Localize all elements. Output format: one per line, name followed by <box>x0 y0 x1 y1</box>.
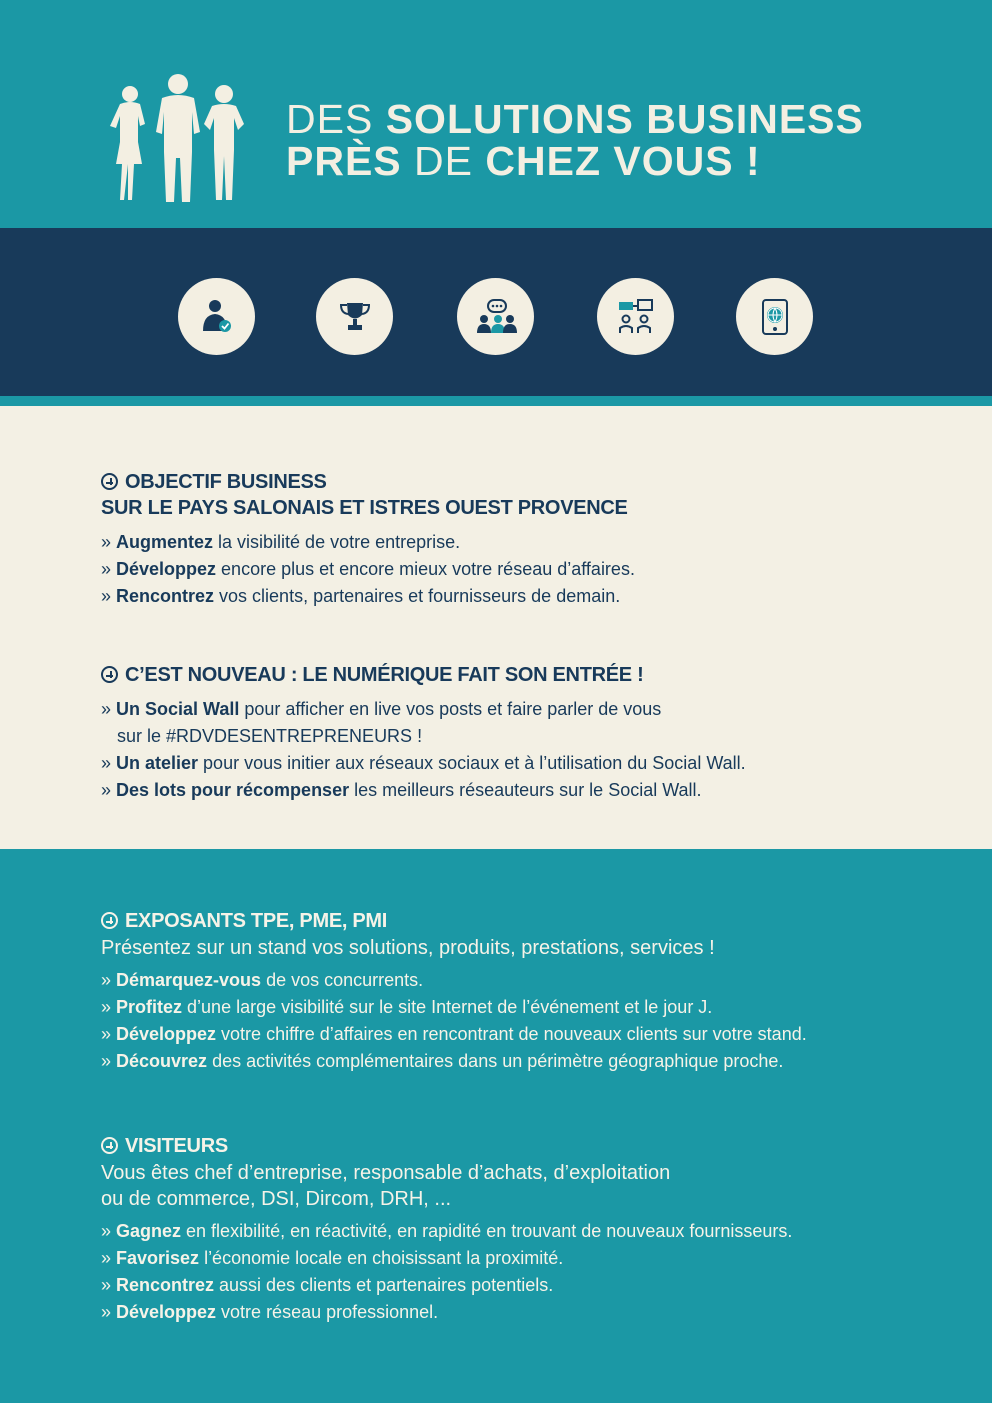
bullet-keyword: Augmentez <box>116 532 214 552</box>
section-nouveau <box>101 662 746 804</box>
heading-line: EXPOSANTS TPE, PME, PMI <box>125 910 388 932</box>
section-objectif <box>101 469 635 610</box>
networking-chat-icon <box>457 278 534 355</box>
plus-circle-icon <box>101 473 118 490</box>
bullet-marker: » <box>101 1248 112 1268</box>
bullet-text: vos clients, partenaires et fournisseurs de demain. <box>214 586 621 606</box>
bullet-keyword: Rencontrez <box>116 1275 215 1295</box>
bullet-text: d’une large visibilité sur le site Internet de l’événement et le jour J. <box>182 997 713 1017</box>
section-subtitle: Vous êtes chef d’entreprise, responsable d’achats, d’exploitation <box>101 1162 671 1184</box>
bullet-keyword: Développez <box>116 559 217 579</box>
bullet-keyword: Profitez <box>116 997 183 1017</box>
bullet-keyword: Démarquez-vous <box>116 970 262 990</box>
list-item <box>101 1245 792 1272</box>
bullet-marker: » <box>101 699 112 719</box>
list-item <box>101 556 635 583</box>
title-part: PRÈS <box>286 138 402 184</box>
heading-line: VISITEURS <box>125 1135 228 1157</box>
list-item <box>101 1299 792 1326</box>
section-heading <box>101 908 807 934</box>
bullet-text: en flexibilité, en réactivité, en rapidité en trouvant de nouveaux fournisseurs. <box>181 1221 793 1241</box>
list-item <box>101 967 807 994</box>
bullet-list <box>101 696 746 804</box>
list-item <box>101 529 635 556</box>
heading-line: OBJECTIF BUSINESS <box>125 471 327 493</box>
plus-circle-icon <box>101 1137 118 1154</box>
heading-line: C’EST NOUVEAU : LE NUMÉRIQUE FAIT SON ENTRÉE ! <box>125 664 644 686</box>
title-part: DES <box>286 96 386 142</box>
list-item <box>101 994 807 1021</box>
section-heading <box>101 662 746 688</box>
section-heading-line2 <box>101 495 635 521</box>
bullet-keyword: Un atelier <box>116 753 199 773</box>
bullet-text: des activités complémentaires dans un périmètre géographique proche. <box>207 1051 784 1071</box>
bullet-keyword: Développez <box>116 1302 217 1322</box>
bullet-marker: » <box>101 586 112 606</box>
bullet-list <box>101 967 807 1075</box>
bullet-marker: » <box>101 1024 112 1044</box>
list-item <box>101 1021 807 1048</box>
bullet-text: l’économie locale en choisissant la proximité. <box>199 1248 564 1268</box>
bullet-marker: » <box>101 559 112 579</box>
list-item <box>101 583 635 610</box>
page-title <box>286 98 864 182</box>
section-exposants <box>101 908 807 1075</box>
plus-circle-icon <box>101 912 118 929</box>
bullet-keyword: Développez <box>116 1024 217 1044</box>
heading-line: SUR LE PAYS SALONAIS ET ISTRES OUEST PROVENCE <box>101 497 628 519</box>
list-item <box>101 1272 792 1299</box>
bullet-keyword: Des lots pour récompenser <box>116 780 350 800</box>
bullet-text: aussi des clients et partenaires potentiels. <box>214 1275 554 1295</box>
bullet-text: les meilleurs réseauteurs sur le Social Wall. <box>349 780 702 800</box>
bullet-text: pour afficher en live vos posts et faire parler de vous <box>239 699 662 719</box>
bullet-marker: » <box>101 753 112 773</box>
section-subtitle: ou de commerce, DSI, Dircom, DRH, ... <box>101 1188 452 1210</box>
bullet-marker: » <box>101 1275 112 1295</box>
bullet-keyword: Gagnez <box>116 1221 182 1241</box>
title-part: SOLUTIONS BUSINESS <box>385 96 864 142</box>
bullet-text: la visibilité de votre entreprise. <box>213 532 461 552</box>
header-banner <box>0 0 992 228</box>
title-part: DE <box>401 138 486 184</box>
list-item <box>101 696 746 723</box>
bullet-marker: » <box>101 780 112 800</box>
bullet-marker: » <box>101 532 112 552</box>
bullet-list <box>101 529 635 610</box>
presentation-people-icon <box>597 278 674 355</box>
title-part: CHEZ VOUS ! <box>485 138 761 184</box>
trophy-icon <box>316 278 393 355</box>
divider-stripe <box>0 396 992 406</box>
section-visiteurs <box>101 1133 792 1326</box>
bullet-marker: » <box>101 970 112 990</box>
bullet-list <box>101 1218 792 1326</box>
tablet-globe-icon <box>736 278 813 355</box>
list-item <box>101 1218 792 1245</box>
list-item <box>101 777 746 804</box>
businessman-check-icon <box>178 278 255 355</box>
bullet-marker: » <box>101 1051 112 1071</box>
bullet-keyword: Découvrez <box>116 1051 208 1071</box>
bullet-text: votre chiffre d’affaires en rencontrant de nouveaux clients sur votre stand. <box>216 1024 807 1044</box>
section-heading <box>101 469 635 495</box>
bullet-text: sur le #RDVDESENTREPRENEURS ! <box>117 726 423 746</box>
bullet-text: de vos concurrents. <box>261 970 424 990</box>
bullet-marker: » <box>101 997 112 1017</box>
bullet-text: votre réseau professionnel. <box>216 1302 439 1322</box>
bullet-text: pour vous initier aux réseaux sociaux et à l’utilisation du Social Wall. <box>198 753 746 773</box>
bullet-keyword: Rencontrez <box>116 586 215 606</box>
bullet-keyword: Favorisez <box>116 1248 200 1268</box>
plus-circle-icon <box>101 666 118 683</box>
bullet-marker: » <box>101 1221 112 1241</box>
bullet-text: encore plus et encore mieux votre réseau d’affaires. <box>216 559 635 579</box>
bullet-marker: » <box>101 1302 112 1322</box>
list-item <box>101 750 746 777</box>
section-heading <box>101 1133 792 1159</box>
bullet-keyword: Un Social Wall <box>116 699 240 719</box>
business-people-silhouette-icon <box>98 72 258 207</box>
section-subtitle: Présentez sur un stand vos solutions, produits, prestations, services ! <box>101 937 715 959</box>
list-item <box>101 1048 807 1075</box>
list-item-continuation <box>101 723 746 750</box>
